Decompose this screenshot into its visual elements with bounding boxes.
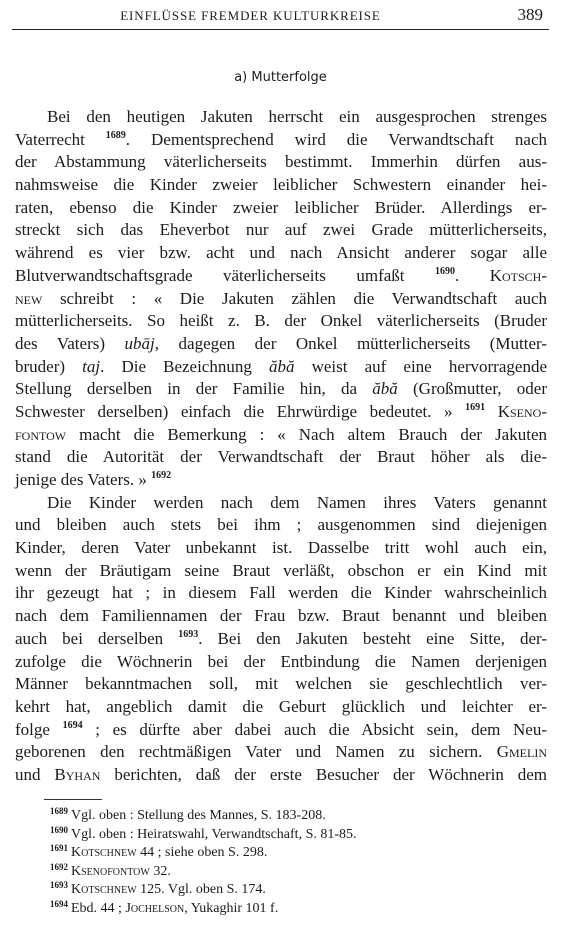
text-run: auch bei derselben: [15, 628, 179, 648]
text-line: [15, 764, 547, 787]
footnote-text: [71, 808, 326, 823]
text-run: Vgl. oben : Heiratswahl, Verwandtschaft, S. 81-85.: [71, 826, 357, 842]
text-run: ; es dürfte aber dabei auch die Absicht sein, dem Neu-: [82, 719, 548, 739]
line-content: [47, 492, 547, 515]
line-content: [15, 514, 547, 537]
author-name: Byhan: [54, 764, 101, 784]
line-content: [15, 741, 547, 764]
text-run: Kinder, deren Vater unbekannt ist. Dasselbe tritt wohl auch ein,: [15, 538, 547, 558]
line-content: [15, 651, 547, 674]
text-line: [15, 242, 547, 265]
text-run: jenige des Vaters. »: [15, 470, 152, 489]
text-run: macht die Bemerkung : « Nach altem Brauch der Jakuten: [66, 424, 547, 444]
text-run: raten, ebenso die Kinder zweier leiblicher Brüder. Allerdings er-: [15, 197, 547, 217]
line-content: [15, 219, 547, 242]
text-line: [15, 333, 547, 356]
text-run: stand die Autorität der Verwandtschaft der Braut höher als die-: [15, 447, 547, 467]
text-run: geborenen den rechtmäßigen Vater und Namen zu sichern.: [15, 742, 497, 762]
line-content: [15, 265, 547, 288]
text-run: des Vaters): [15, 333, 125, 353]
line-content: [15, 288, 547, 311]
text-line: [15, 537, 547, 560]
text-run: . Bei den Jakuten besteht eine Sitte, der-: [198, 628, 548, 648]
text-run: 125. Vgl. oben S. 174.: [136, 882, 266, 897]
section-title: a) Mutterfolge: [234, 70, 327, 85]
line-content: [15, 764, 547, 787]
line-content: [15, 537, 547, 560]
text-run: weist auf eine hervorragende: [294, 356, 547, 376]
text-run: .: [455, 265, 490, 285]
text-run: der Abstammung väterlicherseits bestimmt. Immerhin dürfen aus-: [15, 152, 547, 172]
body-text: [15, 106, 547, 787]
footnote-text: [71, 901, 278, 916]
author-name: Kotschnew: [71, 882, 137, 897]
text-run: Ebd. 44 ;: [71, 900, 126, 916]
text-line: [15, 582, 547, 605]
footnote: 1693 Kotschnew 125. Vgl. oben S. 174.: [50, 880, 266, 897]
line-content: [15, 696, 547, 719]
text-run: berichten, daß der erste Besucher der Wöchnerin dem: [100, 764, 548, 784]
footnote: 1692 Ksenofontow 32.: [50, 861, 171, 879]
author-name: Ksenofontow: [71, 863, 150, 879]
footnote: 1690 Vgl. oben : Heiratswahl, Verwandtschaft, S. 81-85.: [50, 824, 357, 842]
text-run: zufolge die Wöchnerin bei der Entbindung die Namen derjenigen: [15, 651, 547, 671]
author-name: Gmelin: [496, 742, 547, 762]
footnote: 1691 Kotschnew 44 ; siehe oben S. 298.: [50, 843, 268, 860]
text-run: kehrt hat, angeblich damit die Geburt glücklich und leichter er-: [15, 696, 547, 716]
page-number: 389: [517, 5, 543, 24]
footnote-text: [71, 882, 266, 897]
text-line: [15, 469, 547, 492]
text-line: [15, 356, 547, 379]
text-line: [15, 106, 547, 129]
footnote-ref: 1690: [435, 265, 455, 277]
line-content: [15, 197, 547, 220]
line-content: [15, 628, 547, 651]
text-line: [15, 310, 547, 333]
text-run: mütterlicherseits. So heißt z. B. der Onkel väterlicherseits (Bruder: [15, 311, 547, 331]
line-content: [15, 151, 547, 174]
text-run: schreibt : « Die Jakuten zählen die Verwandtschaft auch: [42, 288, 547, 308]
text-run: Vgl. oben : Stellung des Mannes, S. 183-208.: [71, 808, 326, 823]
line-content: [15, 560, 547, 583]
line-content: [15, 356, 547, 379]
line-content: [15, 242, 547, 265]
text-line: [15, 628, 547, 651]
author-name: new: [15, 288, 43, 308]
footnote-ref: 1693: [178, 628, 199, 640]
text-run: Die Kinder werden nach dem Namen ihres Vaters genannt: [47, 492, 547, 512]
line-content: [15, 582, 547, 605]
italic-term: ăbă: [268, 356, 295, 376]
line-content: [15, 310, 547, 333]
text-run: Vaterrecht: [15, 129, 106, 149]
text-line: [15, 741, 547, 764]
footnotes: [50, 807, 357, 918]
running-head-title: EINFLÜSSE FREMDER KULTURKREISE: [120, 8, 381, 23]
text-line: [15, 151, 547, 174]
text-line: [15, 378, 547, 401]
author-name: Jochelson: [125, 900, 185, 916]
footnote-separator: [44, 799, 102, 800]
text-line: [15, 560, 547, 583]
text-line: [15, 719, 547, 742]
line-content: [15, 129, 547, 152]
text-run: 32.: [149, 863, 171, 879]
text-line: [15, 129, 547, 152]
text-line: [15, 673, 547, 696]
text-line: [15, 265, 547, 288]
text-line: [15, 446, 547, 469]
line-content: [15, 446, 547, 469]
text-run: , Yukaghir 101 f.: [184, 900, 279, 916]
text-line: [15, 696, 547, 719]
text-run: ihr gezeugt hat ; in diesem Fall werden die Kinder wahrscheinlich: [15, 583, 547, 603]
text-line: [15, 424, 547, 447]
line-content: [15, 174, 547, 197]
line-content: [47, 106, 547, 129]
text-line: [15, 174, 547, 197]
line-content: [15, 469, 171, 492]
footnote-ref: 1694: [62, 719, 83, 731]
footnote-text: [71, 864, 171, 879]
footnote-text: [71, 827, 357, 842]
line-content: [15, 719, 547, 742]
text-run: nach dem Familiennamen der Frau bzw. Braut benannt und bleiben: [15, 606, 547, 626]
running-header: [12, 4, 549, 26]
footnote: 1694 Ebd. 44 ; Jochelson, Yukaghir 101 f.: [50, 898, 279, 916]
line-content: [15, 673, 547, 696]
line-content: [15, 605, 547, 628]
line-content: [15, 401, 547, 424]
text-run: . Dementsprechend wird die Verwandtschaft nach: [125, 129, 547, 149]
text-line: [15, 401, 547, 424]
text-run: Blutverwandtschaftsgrade väterlicherseits umfaßt: [15, 265, 435, 285]
text-run: (Großmutter, oder: [397, 379, 547, 399]
text-line: [15, 288, 547, 311]
text-run: während es vier bzw. acht und nach Ansicht anderer sogar alle: [15, 243, 547, 263]
text-run: Schwester derselben) einfach die Ehrwürdige bedeutet. »: [15, 401, 466, 421]
footnote-ref: 1689: [105, 129, 126, 141]
author-name: Kseno-: [497, 401, 548, 421]
italic-term: ăbă: [372, 379, 398, 399]
text-run: bruder): [15, 356, 83, 376]
text-run: wenn der Bräutigam seine Braut verläßt, obschon er ein Kind mit: [15, 560, 547, 580]
text-line: [15, 651, 547, 674]
line-content: [15, 333, 547, 356]
author-name: Kotschnew: [71, 845, 137, 860]
text-run: 44 ; siehe oben S. 298.: [136, 845, 268, 860]
text-line: [15, 605, 547, 628]
footnote-ref: 1692: [151, 470, 172, 481]
line-content: [15, 378, 547, 401]
text-run: und: [15, 764, 55, 784]
text-run: und bleiben auch stets bei ihm ; ausgenommen sind diejenigen: [15, 515, 547, 535]
footnote-text: [71, 845, 267, 860]
text-run: Stellung derselben in der Familie hin, da: [15, 379, 373, 399]
text-run: nahmsweise die Kinder zweier leiblicher Schwestern einander hei-: [15, 175, 547, 195]
italic-term: ubāj: [124, 333, 155, 353]
text-run: Männer bekanntmachen soll, mit welchen sie geschlechtlich ver-: [15, 674, 547, 694]
text-run: Bei den heutigen Jakuten herrscht ein ausgesprochen strenges: [47, 107, 547, 126]
text-line: [15, 514, 547, 537]
text-line: [15, 219, 547, 242]
text-run: streckt sich das Eheverbot nur auf zwei Grade mütterlicherseits,: [15, 220, 547, 240]
author-name: Kotsch-: [489, 265, 548, 285]
text-run: , dagegen der Onkel mütterlicherseits (Mutter-: [154, 333, 548, 353]
footnote-ref: 1691: [465, 401, 486, 413]
text-run: [485, 402, 498, 421]
italic-term: taj: [82, 356, 101, 376]
author-name: fontow: [15, 424, 67, 444]
line-content: [15, 424, 547, 447]
text-run: . Die Bezeichnung: [100, 356, 269, 376]
text-line: [15, 492, 547, 515]
footnote: 1689 Vgl. oben : Stellung des Mannes, S. 183-208.: [50, 806, 326, 823]
text-line: [15, 197, 547, 220]
header-rule: [12, 29, 549, 30]
text-run: folge: [15, 719, 63, 739]
